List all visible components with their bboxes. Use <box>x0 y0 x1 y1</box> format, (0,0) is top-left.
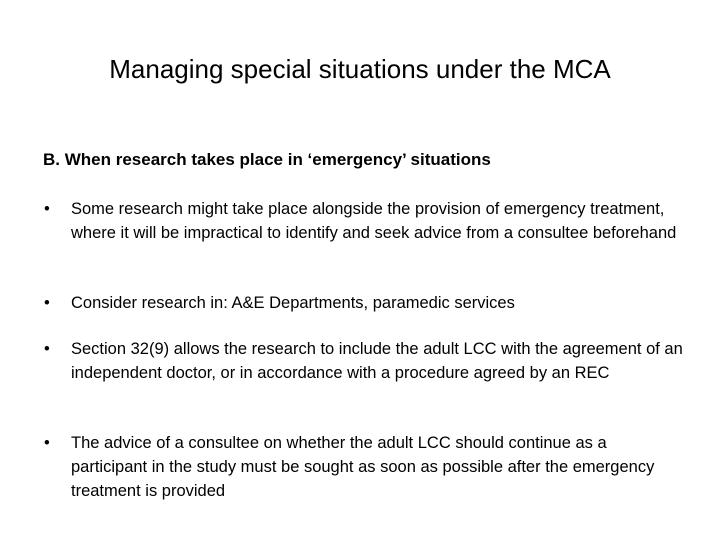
bullet-item <box>44 291 684 315</box>
slide-subtitle: B. When research takes place in ‘emergency’ situations <box>43 150 491 169</box>
bullet-icon: • <box>44 200 50 218</box>
bullet-text: Some research might take place alongside the provision of emergency treatment, where it will be impractical to identify and seek advice from a consultee beforehand <box>71 200 677 242</box>
bullet-text: Consider research in: A&E Departments, paramedic services <box>71 294 515 312</box>
bullet-icon: • <box>44 434 50 452</box>
bullet-icon: • <box>44 294 50 312</box>
bullet-text: The advice of a consultee on whether the adult LCC should continue as a participant in the study must be sought as soon as possible after the emergency treatment is provided <box>71 434 655 500</box>
slide-title: Managing special situations under the MCA <box>109 54 611 84</box>
bullet-item <box>44 431 684 503</box>
bullet-text: Section 32(9) allows the research to include the adult LCC with the agreement of an independent doctor, or in accordance with a procedure agreed by an REC <box>71 340 683 382</box>
bullet-item <box>44 337 684 385</box>
bullet-item <box>44 197 684 245</box>
bullet-icon: • <box>44 340 50 358</box>
